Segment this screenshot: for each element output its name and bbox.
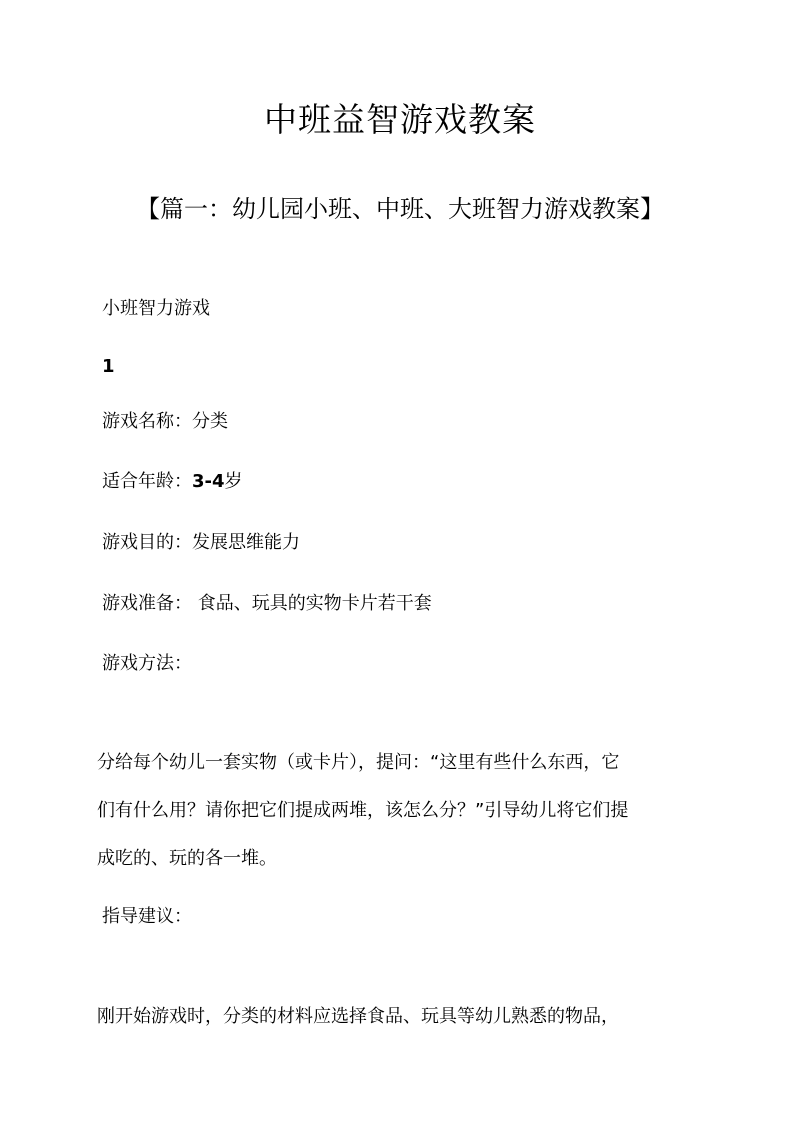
age-unit: 岁 [224, 471, 243, 492]
method-paragraph-line: 们有什么用？请你把它们提成两堆，该怎么分？”引导幼儿将它们提 [97, 800, 629, 821]
age-value: 3-4 [192, 471, 225, 492]
game-number: 1 [102, 356, 115, 377]
method-label: 游戏方法： [102, 653, 192, 674]
guidance-label: 指导建议： [102, 906, 192, 927]
document-subtitle: 【篇一：幼儿园小班、中班、大班智力游戏教案】 [136, 195, 664, 223]
method-paragraph-line: 分给每个幼儿一套实物（或卡片），提问：“这里有些什么东西，它 [97, 752, 620, 773]
game-name-line [102, 409, 228, 435]
age-line [102, 469, 243, 495]
game-name-label: 游戏名称： [102, 411, 192, 432]
age-label: 适合年龄： [102, 471, 192, 492]
purpose-label: 游戏目的： [102, 532, 192, 553]
prep-label: 游戏准备： [102, 593, 192, 614]
purpose-line [102, 530, 300, 556]
document-title: 中班益智游戏教案 [264, 100, 536, 139]
game-name-value: 分类 [192, 411, 228, 432]
guidance-paragraph-line: 刚开始游戏时，分类的材料应选择食品、玩具等幼儿熟悉的物品， [97, 1006, 619, 1027]
prep-value: 食品、玩具的实物卡片若干套 [197, 593, 432, 614]
purpose-value: 发展思维能力 [192, 532, 300, 553]
prep-line [102, 591, 432, 617]
method-paragraph-line: 成吃的、玩的各一堆。 [97, 848, 277, 869]
section-heading: 小班智力游戏 [102, 298, 210, 319]
